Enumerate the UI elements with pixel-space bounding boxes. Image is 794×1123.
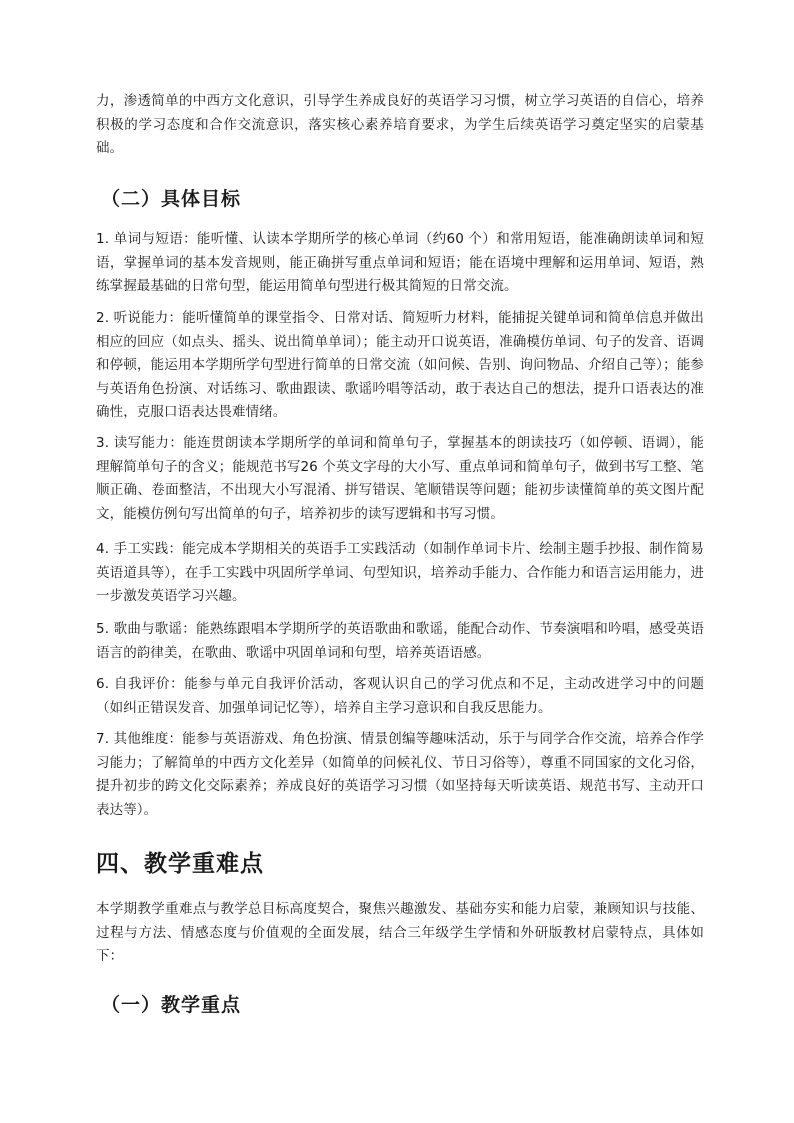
goal-item-text: 3. 读写能力：能连贯朗读本学期所学的单词和简单句子，掌握基本的朗读技巧（如停顿、语调），能理解简单句子的含义；能规范书写26 个英文字母的大小写、重点单词和简单句子，做到书写工整、笔顺正确、卷面整洁，不出现大小写混淆、拼写错误、笔顺错误等问题；能初步读懂简单的英文图片配文，能模仿例句写出简单的句子，培养初步的读写逻辑和书写习惯。 xyxy=(96,435,704,522)
goal-item-2 xyxy=(96,307,704,425)
goal-item-text: 2. 听说能力：能听懂简单的课堂指令、日常对话、简短听力材料，能捕捉关键单词和简单信息并做出相应的回应（如点头、摇头、说出简单单词）；能主动开口说英语，准确模仿单词、句子的发音、语调和停顿，能运用本学期所学句型进行简单的日常交流（如问候、告别、询问物品、介绍自己等）；能参与英语角色扮演、对话练习、歌曲跟读、歌谣吟唱等活动，敢于表达自己的想法，提升口语表达的准确性，克服口语表达畏难情绪。 xyxy=(96,310,704,421)
goal-item-7 xyxy=(96,728,704,822)
goal-item-text: 4. 手工实践：能完成本学期相关的英语手工实践活动（如制作单词卡片、绘制主题手抄报、制作简易英语道具等），在手工实践中巩固所学单词、句型知识，培养动手能力、合作能力和语言运用能力，进一步激发英语学习兴趣。 xyxy=(96,541,704,605)
goal-item-6 xyxy=(96,673,704,720)
goal-item-text: 7. 其他维度：能参与英语游戏、角色扮演、情景创编等趣味活动，乐于与同学合作交流，培养合作学习能力；了解简单的中西方文化差异（如简单的问候礼仪、节日习俗等），尊重不同国家的文化习俗，提升初步的跨文化交际素养；养成良好的英语学习习惯（如坚持每天听读英语、规范书写、主动开口表达等）。 xyxy=(96,731,704,818)
section-four-intro: 本学期教学重难点与教学总目标高度契合，聚焦兴趣激发、基础夯实和能力启蒙，兼顾知识与技能、过程与方法、情感态度与价值观的全面发展，结合三年级学生学情和外研版教材启蒙特点，具体如下： xyxy=(96,901,704,965)
teaching-focus-heading: （一）教学重点 xyxy=(101,994,242,1016)
section-four-heading: 四、教学重难点 xyxy=(96,851,264,877)
specific-goals-heading: （二）具体目标 xyxy=(101,188,242,210)
goal-item-5 xyxy=(96,618,704,665)
intro-paragraph-block xyxy=(96,90,704,161)
goal-item-text: 5. 歌曲与歌谣：能熟练跟唱本学期所学的英语歌曲和歌谣，能配合动作、节奏演唱和吟唱，感受英语语言的韵律美，在歌曲、歌谣中巩固单词和句型，培养英语语感。 xyxy=(96,621,704,661)
goal-item-4 xyxy=(96,538,704,609)
section-four-intro-block xyxy=(96,898,704,969)
goal-item-3 xyxy=(96,432,704,526)
goal-item-1 xyxy=(96,228,704,299)
goal-item-text: 6. 自我评价：能参与单元自我评价活动，客观认识自己的学习优点和不足，主动改进学习中的问题（如纠正错误发音、加强单词记忆等），培养自主学习意识和自我反思能力。 xyxy=(96,676,704,716)
goal-item-text: 1. 单词与短语：能听懂、认读本学期所学的核心单词（约60 个）和常用短语，能准确朗读单词和短语，掌握单词的基本发音规则，能正确拼写重点单词和短语；能在语境中理解和运用单词、短语，熟练掌握最基础的日常句型，能运用简单句型进行极其简短的日常交流。 xyxy=(96,231,704,295)
intro-paragraph: 力，渗透简单的中西方文化意识，引导学生养成良好的英语学习习惯，树立学习英语的自信心，培养积极的学习态度和合作交流意识，落实核心素养培育要求，为学生后续英语学习奠定坚实的启蒙基础。 xyxy=(96,93,704,157)
